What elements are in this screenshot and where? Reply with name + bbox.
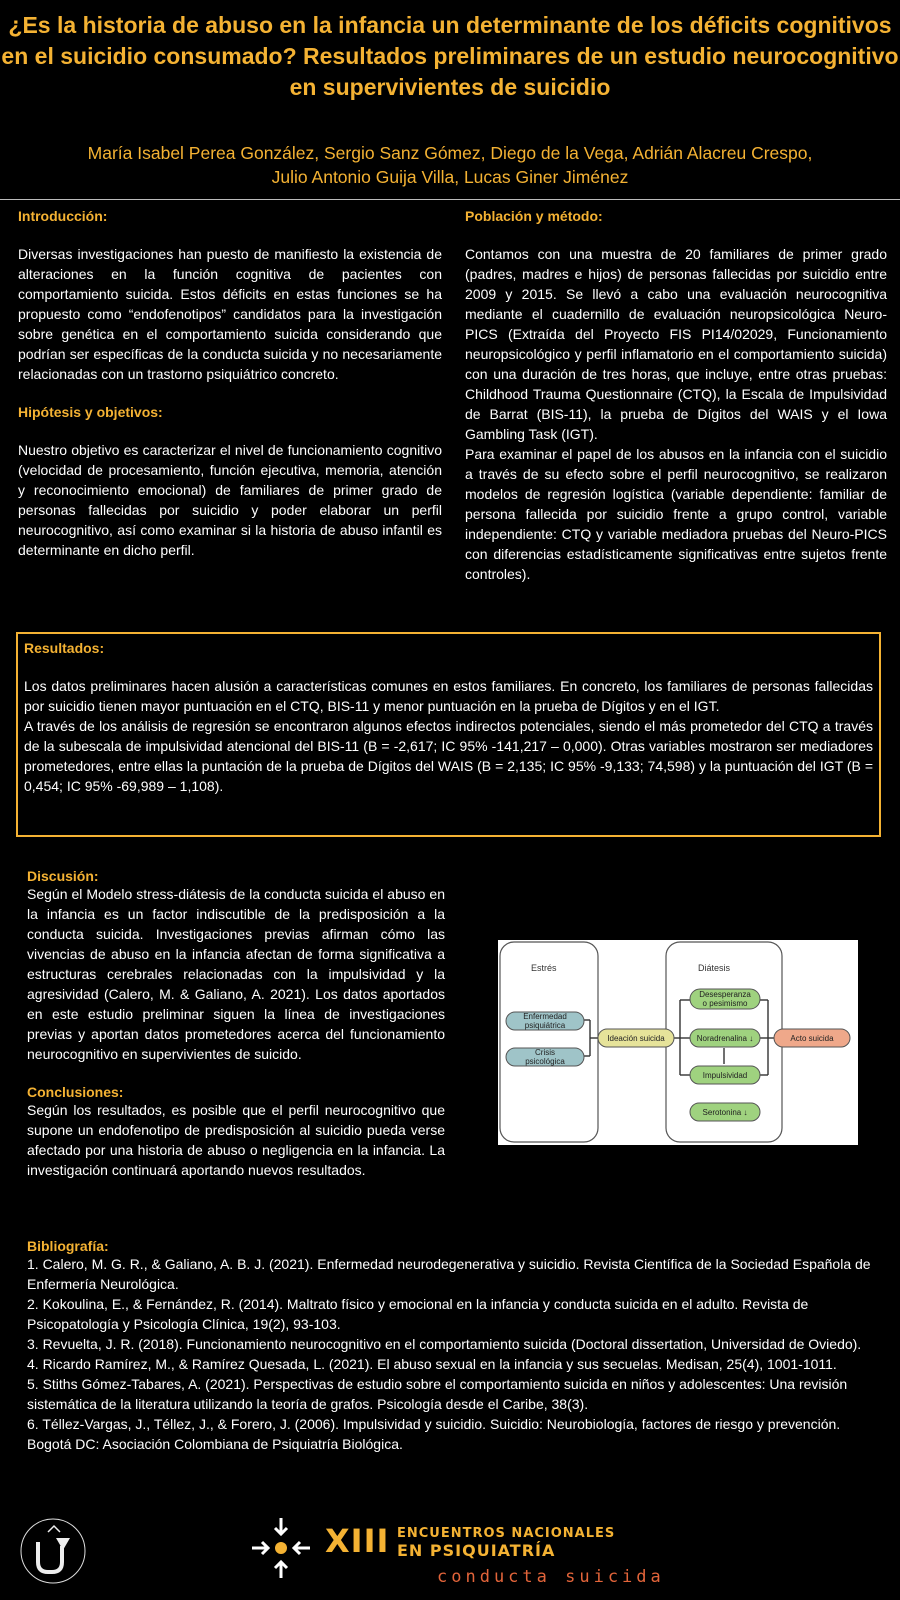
hipotesis-heading: Hipótesis y objetivos: [18,404,163,420]
noradrenalina-label: Noradrenalina ↓ [696,1034,754,1043]
resultados-box [16,632,881,837]
poster-authors [0,141,900,189]
desesperanza-l2: o pesimismo [702,999,748,1008]
introduccion-heading: Introducción: [18,208,108,224]
discusion-conclusiones-block [27,868,445,1180]
authors-line-2: Julio Antonio Guija Villa, Lucas Giner Jiménez [271,167,629,187]
congress-line-2: EN PSIQUIATRÍA [397,1541,556,1560]
bib-item: 2. Kokoulina, E., & Fernández, R. (2014). Maltrato físico y emocional en la infancia y conducta suicida en el adulto. Revista de Psicopatología y Psicología Clínica, 19(2), 93-103. [27,1296,809,1332]
poblacion-heading: Población y método: [465,208,603,224]
diagram-svg [498,940,858,1145]
congress-xiii: XIII [325,1522,390,1560]
estres-label: Estrés [531,963,557,973]
stress-diathesis-diagram [498,940,858,1145]
poblacion-text-1: Contamos con una muestra de 20 familiares de primer grado (padres, madres e hijos) de personas fallecidas por suicidio entre 2009 y 2015. Se llevó a cabo una evaluación neurocognitiva mediante el cuadernillo de evaluación neuropsicológica Neuro-PICS (Extraída del Proyecto FIS PI14/02029, Funcionamiento neuropsicológico y perfil inflamatorio en el comportamiento suicida) con una duración de tres horas, que incluye, entre otras pruebas: Childhood Trauma Questionnaire (CTQ), la Escala de Impulsividad de Barrat (BIS-11), la prueba de Dígitos del WAIS y el Iowa Gambling Task (IGT). [465,246,887,442]
crisis-l2: psicológica [525,1057,565,1066]
diatesis-label: Diátesis [698,963,731,973]
congress-line-3: conducta suicida [437,1567,665,1587]
acto-label: Acto suicida [790,1034,834,1043]
poster-header [0,0,900,200]
seal-icon [18,1516,88,1586]
conclusiones-heading: Conclusiones: [27,1084,124,1100]
bib-item: 3. Revuelta, J. R. (2018). Funcionamiento neurocognitivo en el comportamiento suicida (Doctoral dissertation, Universidad de Oviedo). [27,1336,862,1352]
right-column [465,208,887,584]
resultados-text-2: A través de los análisis de regresión se encontraron algunos efectos indirectos potenciales, siendo el más prometedor del CTQ a través de la subescala de impulsividad atencional del BIS-11 (B = -2,617; IC 95% -141,217 – 0,000). Otras variables mostraron ser mediadores prometedores, entre ellas la puntación de la prueba de Dígitos del WAIS (B = 2,135; IC 95% -9,133; 74,598) y la puntuación del IGT (B = 0,454; IC 95% -69,989 – 1,108). [24,718,873,794]
bib-item: 4. Ricardo Ramírez, M., & Ramírez Quesada, L. (2021). El abuso sexual en la infancia y sus secuelas. Medisan, 25(4), 1001-1011. [27,1356,837,1372]
impulsividad-label: Impulsividad [702,1071,748,1080]
left-column [18,208,442,560]
authors-line-1: María Isabel Perea González, Sergio Sanz Gómez, Diego de la Vega, Adrián Alacreu Crespo, [87,143,813,163]
resultados-text-1: Los datos preliminares hacen alusión a características comunes en estos familiares. En concreto, los familiares de personas fallecidas por suicidio tienen mayor puntuación en el CTQ, BIS-11 y menor puntuación en la prueba de Dígitos y en el IGT. [24,678,873,714]
enfermedad-l2: psiquiátrica [524,1021,566,1030]
ideacion-label: Ideación suicida [607,1034,665,1043]
desesperanza-l1: Desesperanza [699,990,751,999]
discusion-text: Según el Modelo stress-diátesis de la conducta suicida el abuso en la infancia es un factor indiscutible de la predisposición a la conducta suicida. Investigaciones previas afirman cómo las vivencias de abuso en la infancia afectan de forma significativa a estructuras cerebrales relacionadas con la impulsividad y la agresividad (Calero, M. & Galiano, A. 2021). Los datos aportados en este estudio preliminar siguen la línea de investigaciones previas y aportan datos prometedores acerca del funcionamiento neurocognitivo en supervivientes de suicido. [27,886,445,1062]
compass-arrows-logo [250,1516,312,1580]
congress-line-1: ENCUENTROS NACIONALES [397,1526,616,1541]
bib-item: 5. Stiths Gómez-Tabares, A. (2021). Perspectivas de estudio sobre el comportamiento suicida en niños y adolescentes: Una revisión sistemática de la literatura utilizando la teoría de grafos. Psicología desde el Caribe, 38(3). [27,1376,848,1412]
bibliografia-heading: Bibliografía: [27,1238,109,1254]
crisis-l1: Crisis [535,1048,555,1057]
conclusiones-text: Según los resultados, es posible que el perfil neurocognitivo que supone un endofenotipo de predisposición al suicidio pueda verse afectado por una historia de abuso o negligencia en la infancia. La investigación continuará aportando nuevos resultados. [27,1102,445,1178]
arrows-icon [250,1516,312,1580]
hipotesis-text: Nuestro objetivo es caracterizar el nivel de funcionamiento cognitivo (velocidad de procesamiento, función ejecutiva, memoria, atención y reconocimiento emocional) de familiares de primer grado de personas fallecidas por suicidio y poder elaborar un perfil neurocognitivo, así como examinar si la historia de abuso infantil es determinante en dicho perfil. [18,442,442,558]
poblacion-text-2: Para examinar el papel de los abusos en la infancia con el suicidio a través de su efecto sobre el perfil neurocognitivo, se realizaron modelos de regresión logística (variable dependiente: familiar de persona fallecida por suicidio frente a grupo control, variable independiente: CTQ y variable mediadora pruebas del Neuro-PICS con diferencias estadísticamente significativas entre sujetos frente controles). [465,446,887,582]
introduccion-text: Diversas investigaciones han puesto de manifiesto la existencia de alteraciones en la función cognitiva de pacientes con comportamiento suicida. Estos déficits en estas funciones se ha propuesto como “endofenotipos” candidatos para la investigación sobre genética en el comportamiento suicida considerando que podrían ser específicas de la conducta suicida y no necesariamente relacionadas con un trastorno psiquiátrico concreto. [18,246,442,382]
bibliografia-block [27,1238,887,1454]
discusion-heading: Discusión: [27,868,99,884]
poster-title: ¿Es la historia de abuso en la infancia un determinante de los déficits cognitivos en el suicidio consumado? Resultados preliminares de un estudio neurocognitivo en supervivientes de suicidio [1,12,899,100]
serotonina-label: Serotonina ↓ [702,1108,748,1117]
universidad-sevilla-logo [18,1516,88,1586]
bib-item: 6. Téllez-Vargas, J., Téllez, J., & Forero, J. (2006). Impulsividad y suicidio. Suicidio: Neurobiología, factores de riesgo y prevención. Bogotá DC: Asociación Colombiana de Psiquiatría Biológica. [27,1416,841,1452]
resultados-heading: Resultados: [24,640,105,656]
bib-item: 1. Calero, M. G. R., & Galiano, A. B. J. (2021). Enfermedad neurodegenerativa y suicidio. Revista Científica de la Sociedad Española de Enfermería Neurológica. [27,1256,871,1292]
enfermedad-l1: Enfermedad [523,1012,567,1021]
